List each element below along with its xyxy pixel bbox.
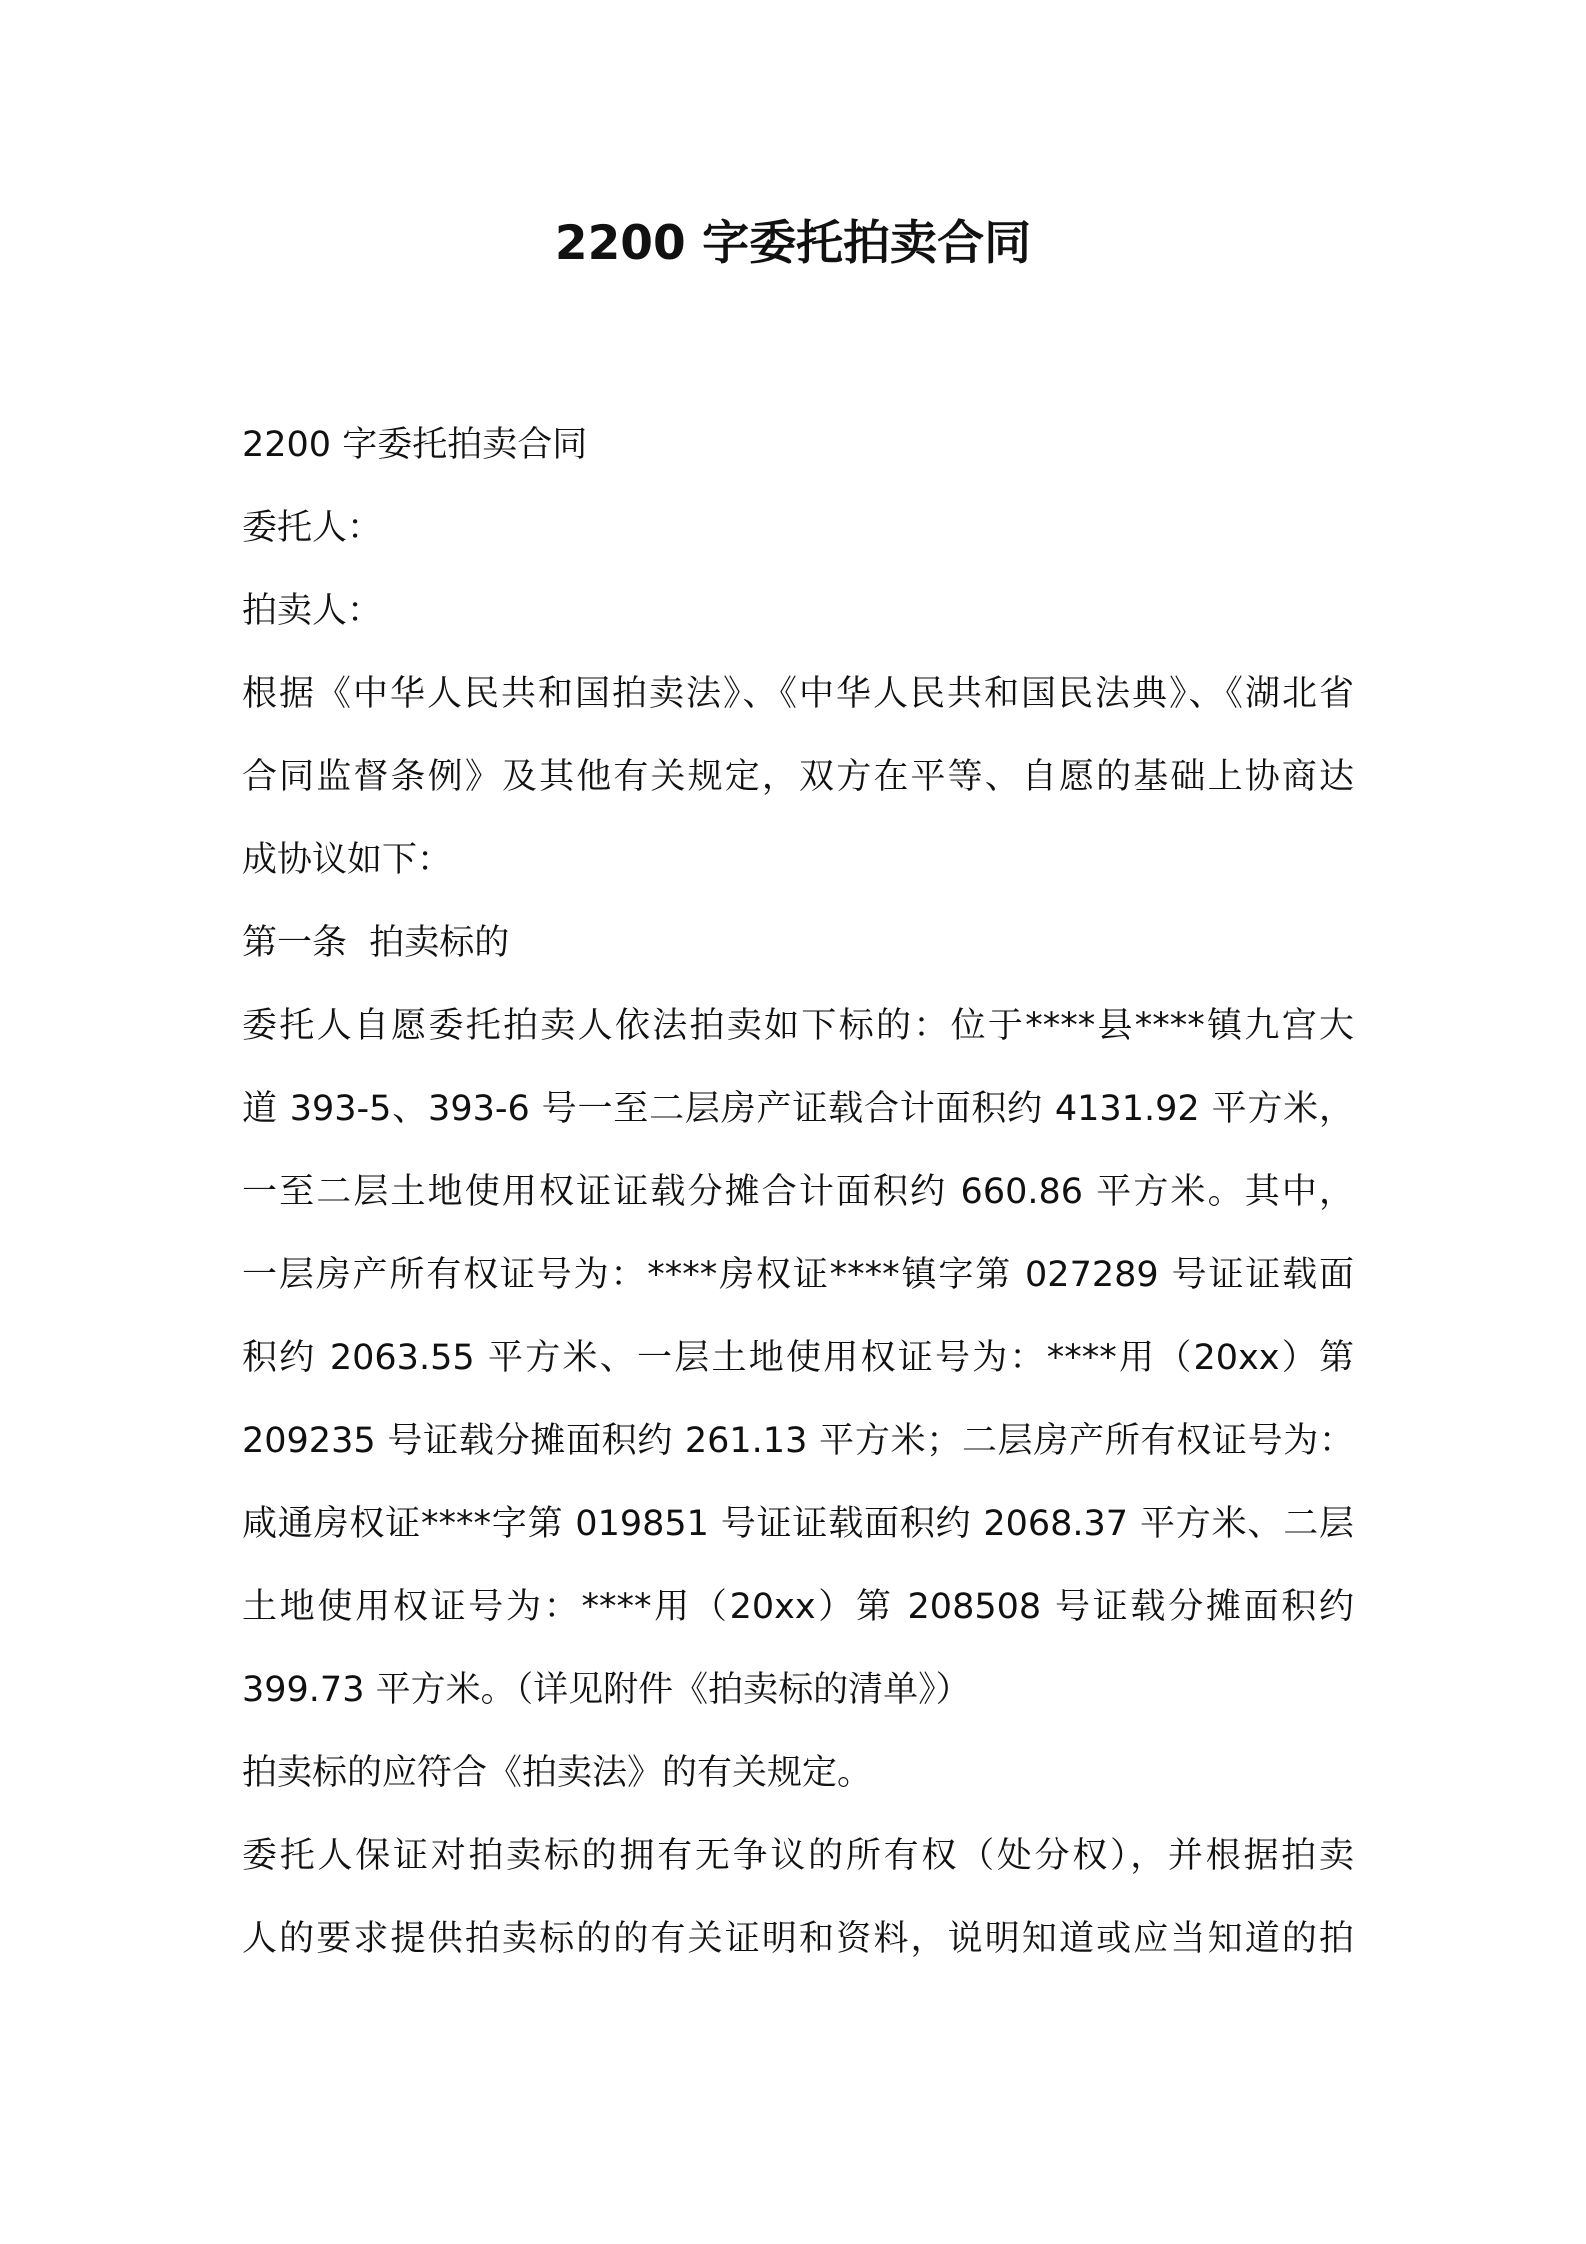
body-line-entrusting-party: 委托人： <box>242 508 383 548</box>
body-line: 人的要求提供拍卖标的的有关证明和资料，说明知道或应当知道的拍 <box>242 1919 1354 1959</box>
body-line: 399.73 平方米。（详见附件《拍卖标的清单》） <box>242 1670 971 1710</box>
body-line: 一至二层土地使用权证证载分摊合计面积约 660.86 平方米。其中， <box>242 1172 1354 1212</box>
body-line: 委托人保证对拍卖标的拥有无争议的所有权（处分权），并根据拍卖 <box>242 1836 1354 1876</box>
body-line: 土地使用权证号为：****用（20xx）第 208508 号证载分摊面积约 <box>242 1587 1354 1627</box>
body-line: 积约 2063.55 平方米、一层土地使用权证号为：****用（20xx）第 <box>242 1338 1354 1378</box>
document-body <box>242 404 1354 1981</box>
body-line: 209235 号证载分摊面积约 261.13 平方米；二层房产所有权证号为： <box>242 1421 1354 1461</box>
body-line-auctioneer: 拍卖人： <box>242 591 383 631</box>
body-line: 委托人自愿委托拍卖人依法拍卖如下标的：位于****县****镇九宫大 <box>242 1006 1354 1046</box>
body-line: 一层房产所有权证号为：****房权证****镇字第 027289 号证证载面 <box>242 1255 1354 1295</box>
body-line: 道 393-5、393-6 号一至二层房产证载合计面积约 4131.92 平方米， <box>242 1089 1354 1129</box>
document-title: 2200 字委托拍卖合同 <box>554 216 1032 271</box>
article-heading: 第一条 拍卖标的 <box>242 923 510 963</box>
body-line: 拍卖标的应符合《拍卖法》的有关规定。 <box>242 1753 873 1793</box>
body-line: 合同监督条例》及其他有关规定，双方在平等、自愿的基础上协商达 <box>242 757 1354 797</box>
body-line-subtitle: 2200 字委托拍卖合同 <box>242 425 588 465</box>
body-line: 根据《中华人民共和国拍卖法》、《中华人民共和国民法典》、《湖北省 <box>242 674 1354 714</box>
body-line: 咸通房权证****字第 019851 号证证载面积约 2068.37 平方米、二层 <box>242 1504 1354 1544</box>
body-line: 成协议如下： <box>242 840 453 880</box>
